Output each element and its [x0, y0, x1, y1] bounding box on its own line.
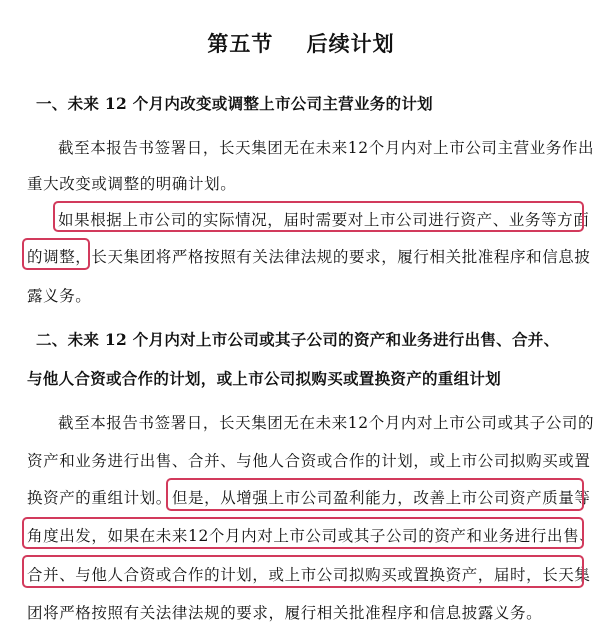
highlight-box	[166, 478, 584, 511]
section-1-line-2: 重大改变或调整的明确计划。	[27, 175, 237, 193]
highlight-box	[53, 201, 584, 232]
section-2-line-4: 角度出发，如果在未来12个月内对上市公司或其子公司的资产和业务进行出售、	[27, 527, 596, 545]
section-1-line-3: 如果根据上市公司的实际情况，届时需要对上市公司进行资产、业务等方面	[58, 211, 590, 229]
section-2-line-3: 换资产的重组计划。但是，从增强上市公司盈利能力，改善上市公司资产质量等	[27, 489, 591, 507]
highlight-box	[22, 517, 584, 549]
section-title: 第五节 后续计划	[207, 31, 395, 56]
section-2-line-1: 截至本报告书签署日，长天集团无在未来12个月内对上市公司或其子公司的	[58, 414, 595, 432]
section-1-heading: 一、未来 12 个月内改变或调整上市公司主营业务的计划	[36, 94, 433, 113]
highlight-box	[22, 555, 584, 588]
section-2-line-6: 团将严格按照有关法律法规的要求，履行相关批准程序和信息披露义务。	[27, 604, 543, 622]
section-1-line-4: 的调整，长天集团将严格按照有关法律法规的要求，履行相关批准程序和信息披	[27, 248, 591, 266]
section-2-line-5: 合并、与他人合资或合作的计划，或上市公司拟购买或置换资产，届时，长天集	[27, 566, 591, 584]
highlight-box	[22, 238, 90, 270]
section-2-heading-line-1: 二、未来 12 个月内对上市公司或其子公司的资产和业务进行出售、合并、	[36, 330, 560, 349]
section-2-line-2: 资产和业务进行出售、合并、与他人合资或合作的计划，或上市公司拟购买或置	[27, 452, 591, 470]
section-2-heading-line-2: 与他人合资或合作的计划，或上市公司拟购买或置换资产的重组计划	[27, 369, 502, 388]
section-1-line-1: 截至本报告书签署日，长天集团无在未来12个月内对上市公司主营业务作出	[58, 139, 595, 157]
section-1-line-5: 露义务。	[27, 287, 92, 305]
